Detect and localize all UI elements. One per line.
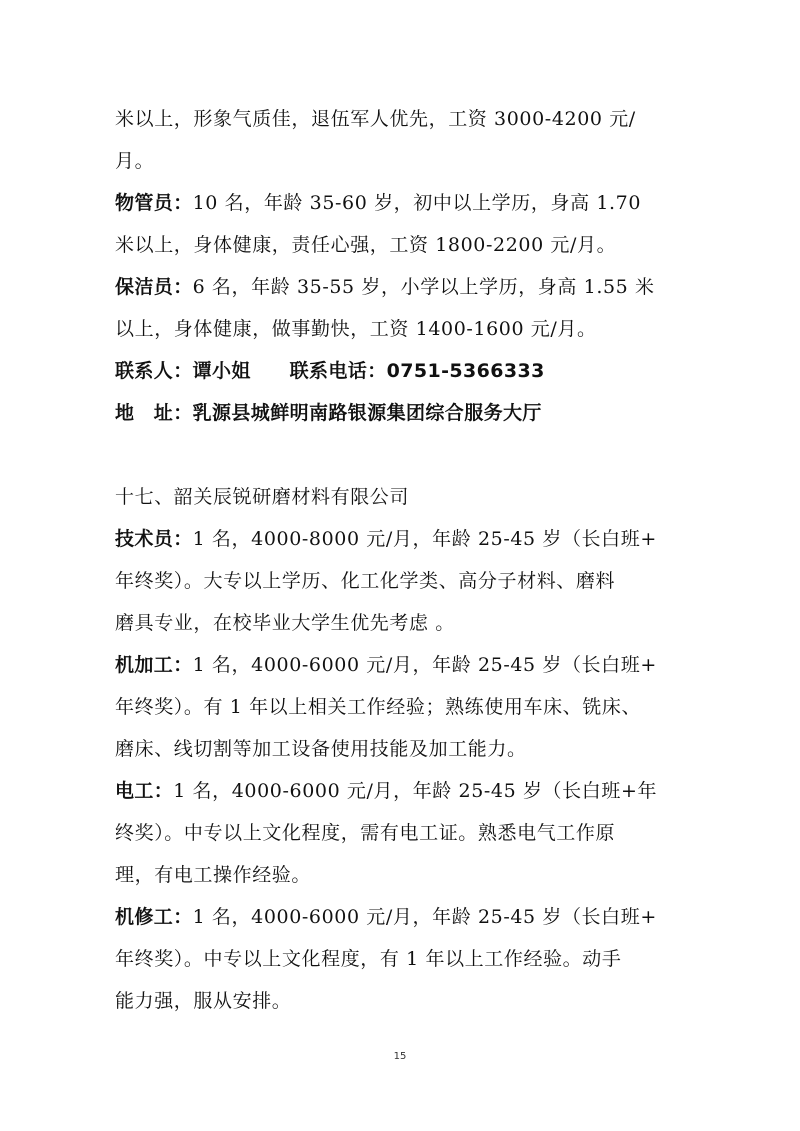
- line-text: 终奖）。中专以上文化程度，需有电工证。熟悉电气工作原: [115, 822, 616, 844]
- line-text: 6 名，年龄 35-55 岁，小学以上学历，身高 1.55 米: [192, 276, 655, 298]
- line-text: 1 名，4000-6000 元/月，年龄 25-45 岁（长白班+: [192, 906, 657, 928]
- line-bold-label: 技术员：: [115, 528, 193, 550]
- text-line: [115, 317, 695, 341]
- text-line: [115, 275, 695, 299]
- line-bold-label: 机加工：: [115, 654, 193, 676]
- line-text: 年终奖）。有 1 年以上相关工作经验；熟练使用车床、铣床、: [115, 696, 642, 718]
- text-line: [115, 611, 695, 635]
- section-heading: 十七、韶关辰锐研磨材料有限公司: [115, 486, 410, 508]
- line-bold-label: 电工：: [115, 780, 174, 802]
- text-line: [115, 863, 695, 887]
- line-text: 以上，身体健康，做事勤快，工资 1400-1600 元/月。: [115, 318, 597, 340]
- text-line: [115, 149, 695, 173]
- text-line: [115, 653, 695, 677]
- contact-info: 联系人：谭小姐 联系电话：0751-5366333: [115, 360, 545, 382]
- text-line: [115, 905, 695, 929]
- text-line: [115, 737, 695, 761]
- text-line: [115, 821, 695, 845]
- text-line: [115, 779, 695, 803]
- text-line: [115, 569, 695, 593]
- line-text: 1 名，4000-8000 元/月，年龄 25-45 岁（长白班+: [192, 528, 657, 550]
- line-text: 米以上，身体健康，责任心强，工资 1800-2200 元/月。: [115, 234, 617, 256]
- address-info: 地 址：乳源县城鲜明南路银源集团综合服务大厅: [115, 402, 542, 424]
- line-text: 月。: [115, 150, 155, 172]
- line-text: 磨具专业，在校毕业大学生优先考虑 。: [115, 612, 455, 634]
- text-line: [115, 947, 695, 971]
- line-bold-label: 保洁员：: [115, 276, 193, 298]
- line-text: 理，有电工操作经验。: [115, 864, 312, 886]
- line-bold-label: 机修工：: [115, 906, 193, 928]
- line-text: 年终奖）。大专以上学历、化工化学类、高分子材料、磨料: [115, 570, 616, 592]
- line-text: 1 名，4000-6000 元/月，年龄 25-45 岁（长白班+年: [173, 780, 658, 802]
- text-line: [115, 191, 695, 215]
- text-line: [115, 695, 695, 719]
- address-line: [115, 401, 695, 425]
- line-text: 年终奖）。中专以上文化程度，有 1 年以上工作经验。动手: [115, 948, 622, 970]
- text-line: [115, 989, 695, 1013]
- page-number: 15: [393, 1051, 407, 1062]
- text-line: [115, 107, 695, 131]
- line-text: 米以上，形象气质佳，退伍军人优先，工资 3000-4200 元/: [115, 108, 636, 130]
- line-text: 能力强，服从安排。: [115, 990, 292, 1012]
- line-text: 磨床、线切割等加工设备使用技能及加工能力。: [115, 738, 527, 760]
- contact-line: [115, 359, 695, 383]
- text-line: [115, 233, 695, 257]
- line-text: 10 名，年龄 35-60 岁，初中以上学历，身高 1.70: [192, 192, 642, 214]
- line-text: 1 名，4000-6000 元/月，年龄 25-45 岁（长白班+: [192, 654, 657, 676]
- line-bold-label: 物管员：: [115, 192, 193, 214]
- text-line: [115, 527, 695, 551]
